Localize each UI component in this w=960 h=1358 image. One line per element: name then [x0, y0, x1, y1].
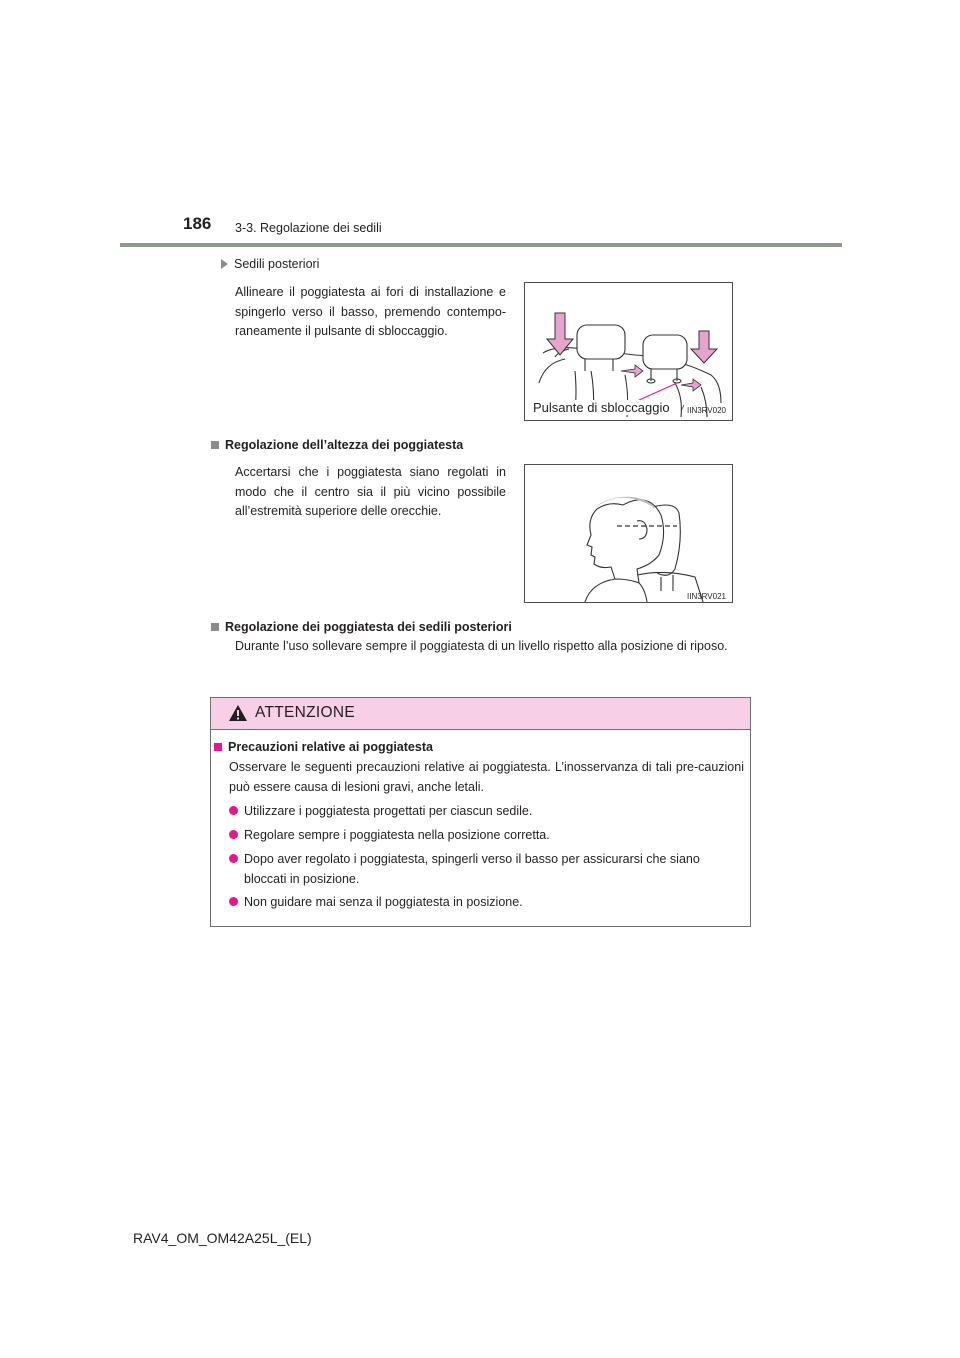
warning-title: ATTENZIONE [255, 704, 356, 721]
warning-item [229, 826, 744, 846]
warning-item [229, 802, 744, 822]
height-adjust-text: Accertarsi che i poggiatesta siano regolati in modo che il centro sia il più vicino possibile all’estremità superiore delle orecchie. [235, 465, 506, 518]
figure-code: IIN3RV020 [687, 406, 726, 415]
warning-header [211, 698, 750, 730]
warning-subheading-text: Precauzioni relative ai poggiatesta [228, 740, 433, 754]
page-number: 186 [183, 214, 212, 233]
rear-adjust-text: Durante l’uso sollevare sempre il poggiatesta di un livello rispetto alla posizione di riposo. [235, 639, 728, 653]
section-title: 3-3. Regolazione dei sedili [235, 221, 382, 235]
warning-box [210, 697, 751, 927]
release-button-label: Pulsante di sbloccaggio [533, 400, 670, 415]
warning-item-text: Non guidare mai senza il poggiatesta in posizione. [244, 895, 523, 909]
warning-item [229, 893, 744, 913]
bullet-dot-icon [229, 830, 238, 839]
triangle-bullet-icon [221, 259, 228, 269]
rear-adjust-heading [211, 618, 512, 638]
square-bullet-icon [214, 743, 222, 751]
warning-subheading [214, 738, 433, 758]
figure-code-2: IIN3RV021 [687, 592, 726, 601]
document-code: RAV4_OM_OM42A25L_(EL) [133, 1230, 312, 1246]
square-bullet-icon [211, 623, 219, 631]
rear-seats-heading [221, 255, 319, 275]
head-position-figure [524, 464, 733, 603]
rear-adjust-heading-text: Regolazione dei poggiatesta dei sedili posteriori [225, 620, 512, 634]
rear-headrest-figure [524, 282, 733, 421]
rear-seats-heading-text: Sedili posteriori [234, 257, 320, 271]
bullet-dot-icon [229, 806, 238, 815]
warning-item-text: Dopo aver regolato i poggiatesta, spingerli verso il basso per assicurarsi che siano bloccati in posizione. [244, 852, 700, 886]
warning-item-text: Utilizzare i poggiatesta progettati per ciascun sedile. [244, 804, 533, 818]
height-adjust-heading-text: Regolazione dell’altezza dei poggiatesta [225, 438, 464, 452]
warning-triangle-icon [228, 704, 248, 722]
warning-intro: Osservare le seguenti precauzioni relative ai poggiatesta. L’inosservanza di tali pre-cauzioni può essere causa di lesioni gravi, anche letali. [229, 760, 744, 794]
height-adjust-heading [211, 436, 463, 456]
header-rule [120, 243, 842, 247]
bullet-dot-icon [229, 897, 238, 906]
rear-seats-text: Allineare il poggiatesta ai fori di installazione e spingerlo verso il basso, premendo contempo-raneamente il pulsante di sbloccaggio. [235, 285, 506, 338]
head-position-illustration [525, 465, 732, 602]
warning-item-text: Regolare sempre i poggiatesta nella posizione corretta. [244, 828, 550, 842]
warning-item [229, 850, 744, 889]
bullet-dot-icon [229, 854, 238, 863]
square-bullet-icon [211, 441, 219, 449]
